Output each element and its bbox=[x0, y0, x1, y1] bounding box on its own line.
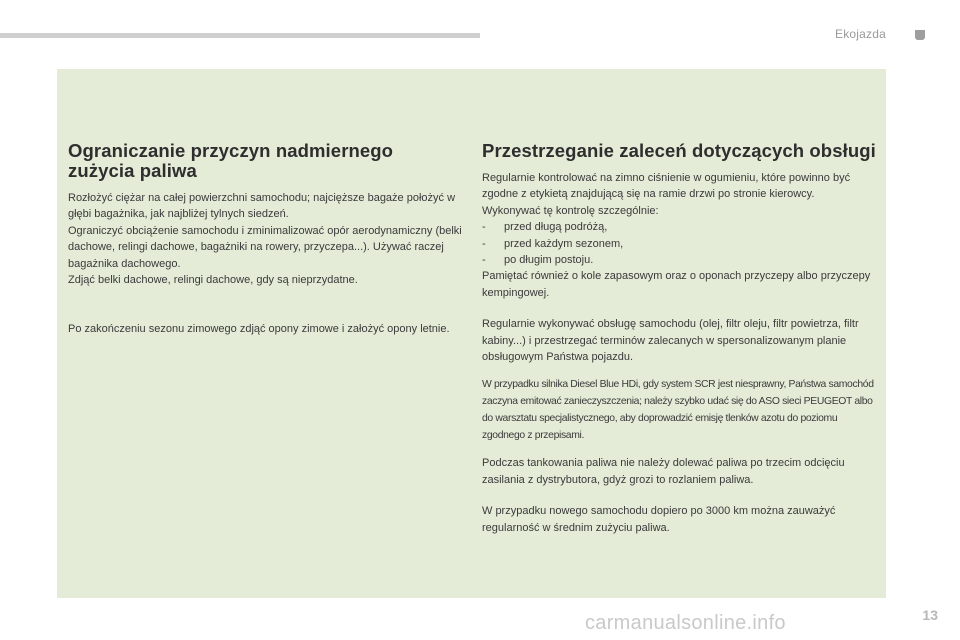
right-paragraph: Podczas tankowania paliwa nie należy dolewać paliwa po trzecim odcięciu zasilania z dystrybutora, gdyż grozi to rozlaniem paliwa. bbox=[482, 457, 845, 486]
spacer bbox=[482, 488, 877, 503]
corner-tab-icon bbox=[915, 30, 925, 40]
right-column bbox=[482, 141, 877, 536]
content-panel bbox=[57, 69, 886, 598]
right-heading: Przestrzeganie zaleceń dotyczących obsługi bbox=[482, 140, 876, 161]
left-paragraph: Po zakończeniu sezonu zimowego zdjąć opony zimowe i założyć opony letnie. bbox=[68, 323, 450, 336]
right-paragraph: Regularnie wykonywać obsługę samochodu (olej, filtr oleju, filtr powietrza, filtr kabiny...) i przestrzegać terminów zalecanych w spersonalizowanym planie obsługowym Państwa pojazdu. bbox=[482, 318, 859, 364]
spacer bbox=[482, 444, 877, 455]
list-item: - przed każdym sezonem, bbox=[482, 237, 624, 250]
spacer bbox=[482, 301, 877, 316]
right-paragraph: Regularnie kontrolować na zimno ciśnienie w ogumieniu, które powinno być zgodne z etykietą znajdującą się na ramie drzwi po stronie kierowcy. bbox=[482, 172, 851, 201]
left-paragraph: Rozłożyć ciężar na całej powierzchni samochodu; najcięższe bagaże położyć w głębi bagażnika, jak najbliżej tylnych siedzeń. bbox=[68, 192, 456, 221]
spacer bbox=[68, 288, 463, 321]
right-paragraph: Pamiętać również o kole zapasowym oraz o oponach przyczepy albo przyczepy kempingowej. bbox=[482, 270, 871, 299]
list-item: - po długim postoju. bbox=[482, 254, 594, 267]
header-rule bbox=[0, 33, 480, 38]
page-number: 13 bbox=[922, 607, 938, 623]
left-paragraph: Zdjąć belki dachowe, relingi dachowe, gdy są nieprzydatne. bbox=[68, 274, 358, 287]
right-paragraph: Wykonywać tę kontrolę szczególnie: bbox=[482, 204, 659, 217]
left-column bbox=[68, 141, 463, 338]
watermark: carmanualsonline.info bbox=[585, 612, 786, 634]
spacer bbox=[482, 365, 877, 376]
left-paragraph: Ograniczyć obciążenie samochodu i zminimalizować opór aerodynamiczny (belki dachowe, relingi dachowe, bagażniki na rowery, przyczepa...). Używać raczej bagażnika dachowego. bbox=[68, 224, 462, 270]
right-paragraph: W przypadku silnika Diesel Blue HDi, gdy system SCR jest niesprawny, Państwa samochód zaczyna emitować zanieczyszczenia; należy szybko udać się do ASO sieci PEUGEOT albo do warsztatu specjalistycznego, aby doprowadzić emisję tlenków azotu do poziomu zgodnego z przepisami. bbox=[482, 379, 874, 442]
section-title: Ekojazda bbox=[835, 27, 886, 41]
list-item: - przed długą podróżą, bbox=[482, 221, 608, 234]
right-paragraph: W przypadku nowego samochodu dopiero po 3000 km można zauważyć regularność w średnim zużyciu paliwa. bbox=[482, 505, 836, 534]
left-heading: Ograniczanie przyczyn nadmiernego zużycia paliwa bbox=[68, 140, 394, 181]
